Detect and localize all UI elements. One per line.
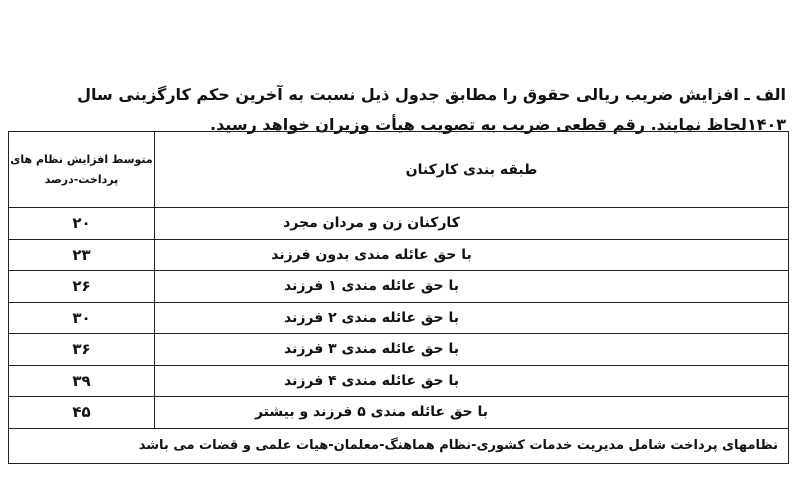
row-category: کارکنان زن و مردان مجرد: [155, 208, 789, 240]
table-row: [9, 239, 789, 271]
table-row: [9, 302, 789, 334]
table-row: [9, 334, 789, 366]
table-row: [9, 397, 789, 429]
row-percent: ۳۶: [9, 334, 155, 366]
intro-lead: الف ـ: [744, 85, 786, 104]
table-row: [9, 365, 789, 397]
intro-text: افزایش ضریب ریالی حقوق را مطابق جدول ذیل نسبت به آخرین حکم کارگزینی سال ۱۴۰۳لحاظ نمایند. رقم قطعی ضریب به تصویب هیأت وزیران خواهد رسید.: [77, 85, 786, 134]
row-category: با حق عائله مندی ۴ فرزند: [155, 365, 789, 397]
row-percent: ۳۰: [9, 302, 155, 334]
row-category: با حق عائله مندی بدون فرزند: [155, 239, 789, 271]
table-row: [9, 208, 789, 240]
row-percent: ۴۵: [9, 397, 155, 429]
table-header-row: [9, 132, 789, 208]
header-category: طبقه بندی کارکنان: [155, 132, 789, 208]
row-percent: ۲۰: [9, 208, 155, 240]
row-percent: ۳۹: [9, 365, 155, 397]
table-footer-note: نظامهای پرداخت شامل مدیریت خدمات کشوری-نظام هماهنگ-معلمان-هیات علمی و قضات می باشد: [9, 428, 789, 463]
table-row: [9, 271, 789, 303]
header-percent: متوسط افزایش نظام های پرداخت-درصد: [9, 132, 155, 208]
row-category: با حق عائله مندی ۳ فرزند: [155, 334, 789, 366]
row-percent: ۲۶: [9, 271, 155, 303]
table-footer-row: [9, 428, 789, 463]
salary-increase-table: [8, 131, 789, 464]
row-category: با حق عائله مندی ۱ فرزند: [155, 271, 789, 303]
row-category: با حق عائله مندی ۵ فرزند و بیشتر: [155, 397, 789, 429]
row-percent: ۲۳: [9, 239, 155, 271]
row-category: با حق عائله مندی ۲ فرزند: [155, 302, 789, 334]
